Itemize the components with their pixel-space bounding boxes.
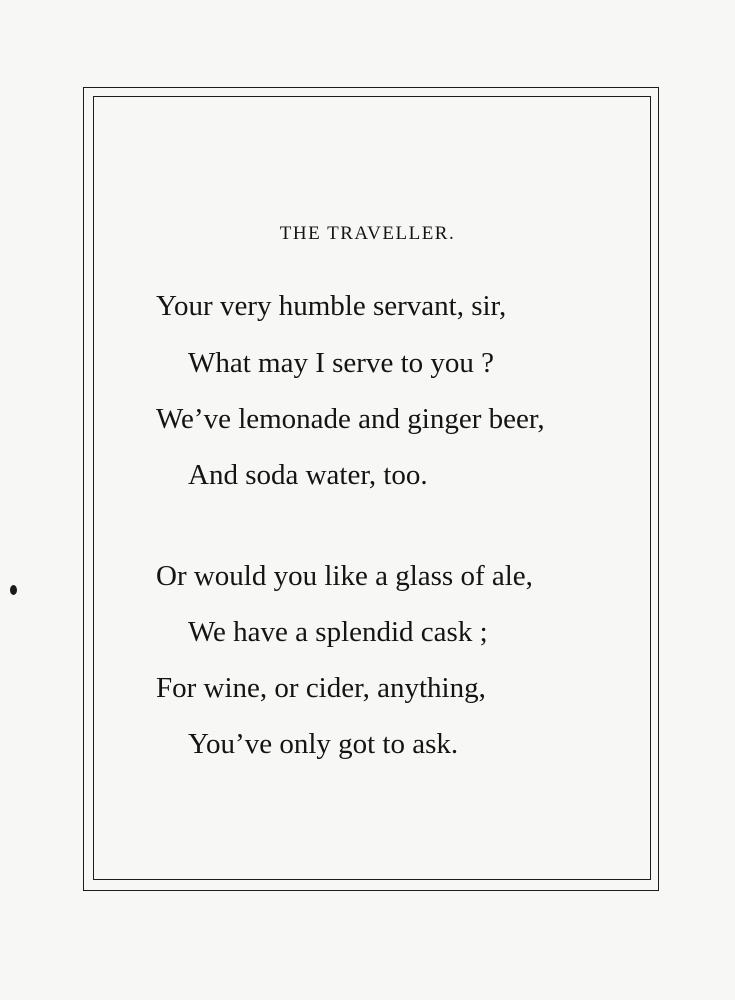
verse-line: We have a splendid cask ; xyxy=(188,616,488,648)
verse-line: And soda water, too. xyxy=(188,459,428,491)
margin-ink-mark xyxy=(10,585,17,595)
verse-line: You’ve only got to ask. xyxy=(188,728,459,760)
poem-title: THE TRAVELLER. xyxy=(279,223,456,244)
verse-line: We’ve lemonade and ginger beer, xyxy=(156,403,545,435)
verse-line: What may I serve to you ? xyxy=(188,347,495,379)
verse-line: Your very humble servant, sir, xyxy=(156,290,507,322)
verse-line: Or would you like a glass of ale, xyxy=(156,560,533,592)
verse-line: For wine, or cider, anything, xyxy=(156,672,486,704)
